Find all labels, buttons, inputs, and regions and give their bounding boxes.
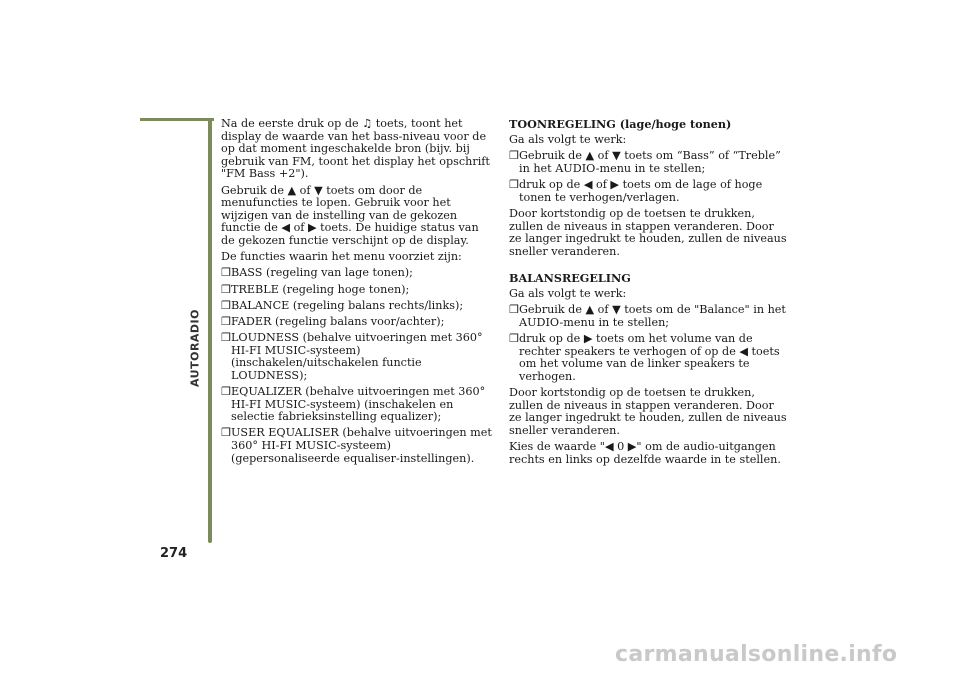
checkbox-bullet-icon: ❒ — [221, 298, 232, 312]
checkbox-bullet-icon: ❒ — [509, 149, 520, 163]
list-item: ❒ druk op de ◀ of ▶ toets om de lage of hoge tonen te verhogen/verlagen. — [509, 178, 763, 204]
margin-rule — [208, 118, 212, 543]
paragraph-intro-tone: Ga als volgt te werk: — [509, 133, 627, 147]
paragraph-step-change-balance: Door kortstondig op de toetsen te drukken, zullen de niveaus in stappen veranderen. Door ze langer ingedrukt te houden, zullen de niveaus sneller veranderen. — [509, 386, 787, 437]
list-item: ❒ USER EQUALISER (behalve uitvoeringen met 360° HI-FI MUSIC-systeem) (gepersonaliseerde equaliser-instellingen). — [221, 426, 492, 465]
checkbox-bullet-icon: ❒ — [221, 314, 232, 328]
paragraph-menu-navigation: Gebruik de ▲ of ▼ toets om door de menufuncties te lopen. Gebruik voor het wijzigen van de instelling van de gekozen functie de ◀ of ▶ toets. De huidige status van de gekozen functie verschijnt op de display. — [221, 183, 479, 247]
list-item: ❒ EQUALIZER (behalve uitvoeringen met 360° HI-FI MUSIC-systeem) (inschakelen en selectie fabrieksinstelling equalizer); — [221, 385, 486, 424]
paragraph-bass-display: Na de eerste druk op de ♫ toets, toont het display de waarde van het bass-niveau voor de op dat moment ingeschakelde bron (bijv. bij gebruik van FM, toont het display het opschrift "FM Bass +2"). — [221, 117, 490, 181]
checkbox-bullet-icon: ❒ — [221, 426, 232, 440]
watermark-text: carmanualsonline.info — [615, 642, 898, 667]
section-label-text: AUTORADIO — [188, 308, 202, 388]
left-column — [221, 118, 493, 469]
paragraph-functions-intro: De functies waarin het menu voorziet zijn: — [221, 250, 462, 264]
heading-balance-control: BALANSREGELING — [509, 270, 631, 285]
paragraph-center-value: Kies de waarde "◀ 0 ▶" om de audio-uitgangen rechts en links op dezelfde waarde in te stellen. — [509, 440, 781, 466]
right-column — [509, 118, 787, 470]
checkbox-bullet-icon: ❒ — [221, 282, 232, 296]
list-item: ❒ Gebruik de ▲ of ▼ toets om “Bass” of “Treble” in het AUDIO-menu in te stellen; — [509, 149, 781, 175]
heading-tone-control: TOONREGELING (lage/hoge tonen) — [509, 117, 732, 131]
list-item: ❒ LOUDNESS (behalve uitvoeringen met 360° HI-FI MUSIC-systeem) (inschakelen/uitschakelen functie LOUDNESS); — [221, 331, 483, 382]
paragraph-step-change-tone: Door kortstondig op de toetsen te drukken, zullen de niveaus in stappen veranderen. Door ze langer ingedrukt te houden, zullen de niveaus sneller veranderen. — [509, 206, 787, 258]
list-item: ❒ BASS (regeling van lage tonen); — [221, 266, 413, 280]
list-item: ❒ BALANCE (regeling balans rechts/links); — [221, 298, 464, 312]
paragraph-intro-balance: Ga als volgt te werk: — [509, 287, 627, 301]
checkbox-bullet-icon: ❒ — [221, 385, 232, 399]
list-item: ❒ Gebruik de ▲ of ▼ toets om de "Balance" in het AUDIO-menu in te stellen; — [509, 303, 786, 329]
section-label — [186, 300, 204, 396]
list-item: ❒ FADER (regeling balans voor/achter); — [221, 314, 445, 328]
checkbox-bullet-icon: ❒ — [221, 331, 232, 345]
checkbox-bullet-icon: ❒ — [221, 266, 232, 280]
checkbox-bullet-icon: ❒ — [509, 332, 520, 346]
list-item: ❒ druk op de ▶ toets om het volume van de rechter speakers te verhogen of op de ◀ toets om het volume van de linker speakers te verhogen. — [509, 332, 780, 383]
page-number: 274 — [160, 546, 188, 561]
checkbox-bullet-icon: ❒ — [509, 178, 520, 192]
list-item: ❒ TREBLE (regeling hoge tonen); — [221, 282, 410, 296]
header-rule — [140, 118, 214, 121]
checkbox-bullet-icon: ❒ — [509, 303, 520, 317]
